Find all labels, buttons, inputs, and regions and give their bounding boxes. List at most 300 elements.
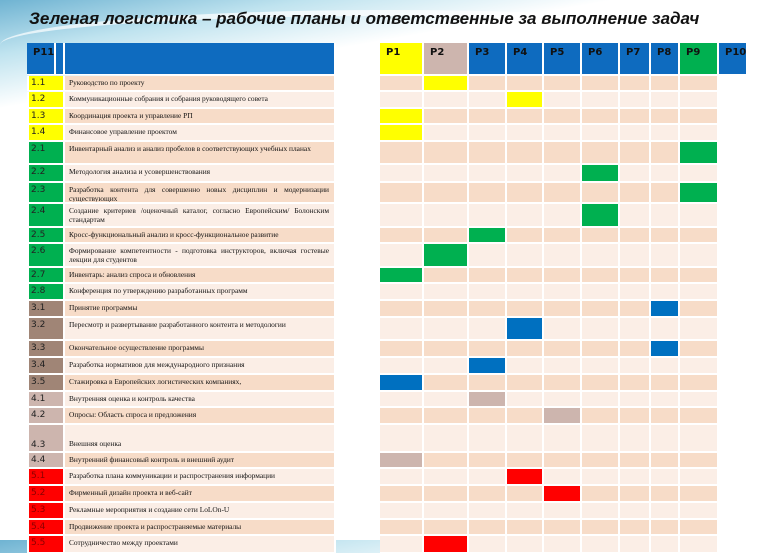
partner-header-p4: P4: [507, 43, 544, 75]
cell-p10: [719, 204, 721, 227]
cell-p10: [719, 503, 721, 519]
cell-p8: [651, 408, 680, 424]
table-row: [27, 204, 760, 227]
cell-p3: [469, 92, 507, 108]
cell-p10: [719, 142, 721, 164]
cell-p1: [380, 92, 424, 108]
task-number: 1.3: [27, 109, 65, 124]
responsible-p4: [507, 92, 544, 108]
table-row: [27, 425, 760, 452]
cell-p11: [27, 76, 29, 91]
cell-p5: [544, 469, 582, 485]
task-number: 4.2: [27, 408, 65, 424]
cell-p4: [507, 244, 544, 267]
cell-p11: [27, 318, 29, 340]
cell-p2: [424, 142, 469, 164]
task-number: 4.4: [27, 453, 65, 468]
cell-p4: [507, 183, 544, 203]
cell-p4: [507, 341, 544, 357]
cell-p3: [469, 301, 507, 317]
cell-p8: [651, 268, 680, 283]
cell-p7: [620, 76, 651, 91]
cell-p7: [620, 408, 651, 424]
task-description: Стажировка в Европейских логистических компаниях,: [65, 375, 336, 391]
cell-p5: [544, 503, 582, 519]
table-row: [27, 520, 760, 535]
cell-p9: [680, 425, 719, 452]
cell-p5: [544, 318, 582, 340]
cell-p11: [27, 375, 29, 391]
responsible-p4: [507, 469, 544, 485]
cell-p10: [719, 92, 721, 108]
table-row: [27, 76, 760, 91]
cell-p4: [507, 301, 544, 317]
task-number: 5.5: [27, 536, 65, 553]
responsible-p8: [651, 301, 680, 317]
task-description: Конференция по утверждению разработанных программ: [65, 284, 336, 300]
cell-p6: [582, 503, 620, 519]
cell-p1: [380, 341, 424, 357]
task-description: Фирменный дизайн проекта и веб-сайт: [65, 486, 336, 502]
task-description: Внутренняя оценка и контроль качества: [65, 392, 336, 407]
partner-header-p9: P9: [680, 43, 719, 75]
cell-p7: [620, 486, 651, 502]
cell-p9: [680, 76, 719, 91]
cell-p7: [620, 92, 651, 108]
cell-p7: [620, 520, 651, 535]
task-number: 4.1: [27, 392, 65, 407]
cell-p4: [507, 520, 544, 535]
cell-p9: [680, 268, 719, 283]
task-number: 5.4: [27, 520, 65, 535]
partner-header-p5: P5: [544, 43, 582, 75]
responsible-p3: [469, 358, 507, 374]
cell-p6: [582, 109, 620, 124]
cell-p10: [719, 375, 721, 391]
cell-p10: [719, 125, 721, 141]
cell-p4: [507, 165, 544, 182]
cell-p7: [620, 453, 651, 468]
task-description: Разработка плана коммуникации и распространения информации: [65, 469, 336, 485]
partner-header-p6: P6: [582, 43, 620, 75]
task-number: 5.1: [27, 469, 65, 485]
page-title: Зеленая логистика – рабочие планы и ответственные за выполнение задач: [29, 9, 700, 28]
task-number: 1.1: [27, 76, 65, 91]
cell-p2: [424, 425, 469, 452]
cell-p3: [469, 284, 507, 300]
cell-p1: [380, 520, 424, 535]
cell-p8: [651, 486, 680, 502]
cell-p4: [507, 392, 544, 407]
cell-p2: [424, 375, 469, 391]
cell-p11: [27, 408, 29, 424]
cell-p2: [424, 358, 469, 374]
cell-p8: [651, 183, 680, 203]
cell-p1: [380, 469, 424, 485]
cell-p10: [719, 109, 721, 124]
cell-p5: [544, 76, 582, 91]
table-row: [27, 375, 760, 391]
cell-p3: [469, 453, 507, 468]
cell-p8: [651, 284, 680, 300]
partner-header-p10: P10: [719, 43, 748, 75]
responsible-p2: [424, 536, 469, 553]
cell-p1: [380, 318, 424, 340]
cell-p3: [469, 408, 507, 424]
cell-p7: [620, 125, 651, 141]
partner-header-p7: P7: [620, 43, 651, 75]
table-row: [27, 268, 760, 283]
task-number: 3.5: [27, 375, 65, 391]
task-description: Рекламные мероприятия и создание сети LoLOn-U: [65, 503, 336, 519]
cell-p9: [680, 228, 719, 243]
cell-p3: [469, 142, 507, 164]
cell-p2: [424, 125, 469, 141]
cell-p7: [620, 503, 651, 519]
task-number: 2.4: [27, 204, 65, 227]
table-row: [27, 301, 760, 317]
task-number: 2.8: [27, 284, 65, 300]
cell-p1: [380, 244, 424, 267]
cell-p3: [469, 109, 507, 124]
cell-p8: [651, 425, 680, 452]
cell-p7: [620, 284, 651, 300]
cell-p11: [27, 301, 29, 317]
cell-p7: [620, 183, 651, 203]
cell-p5: [544, 125, 582, 141]
responsible-p9: [680, 142, 719, 164]
cell-p11: [27, 204, 29, 227]
task-description: Разработка нормативов для международного признания: [65, 358, 336, 374]
partner-header-p2: P2: [424, 43, 469, 75]
cell-p2: [424, 469, 469, 485]
responsible-p9: [680, 183, 719, 203]
cell-p7: [620, 392, 651, 407]
responsible-p8: [651, 341, 680, 357]
partner-header-p1: P1: [380, 43, 424, 75]
cell-p8: [651, 469, 680, 485]
task-number: 2.5: [27, 228, 65, 243]
cell-p7: [620, 244, 651, 267]
table-row: [27, 486, 760, 502]
cell-p7: [620, 268, 651, 283]
responsible-p1: [380, 109, 424, 124]
responsible-p3: [469, 228, 507, 243]
task-description: Коммуникационные собрания и собрания руководящего совета: [65, 92, 336, 108]
cell-p9: [680, 284, 719, 300]
task-number: 3.1: [27, 301, 65, 317]
cell-p5: [544, 536, 582, 553]
cell-p3: [469, 375, 507, 391]
task-description: Внешняя оценка: [65, 425, 336, 452]
task-number: 1.2: [27, 92, 65, 108]
cell-p2: [424, 183, 469, 203]
cell-p10: [719, 425, 721, 452]
cell-p9: [680, 109, 719, 124]
cell-p10: [719, 520, 721, 535]
task-description: Методология анализа и усовершенствования: [65, 165, 336, 182]
cell-p6: [582, 301, 620, 317]
cell-p6: [582, 284, 620, 300]
cell-p9: [680, 358, 719, 374]
cell-p3: [469, 536, 507, 553]
task-number: 5.3: [27, 503, 65, 519]
cell-p11: [27, 486, 29, 502]
cell-p1: [380, 486, 424, 502]
cell-p5: [544, 244, 582, 267]
task-number: 2.3: [27, 183, 65, 203]
task-description: Сотрудничество между проектами: [65, 536, 336, 553]
cell-p2: [424, 318, 469, 340]
cell-p1: [380, 392, 424, 407]
cell-p5: [544, 520, 582, 535]
cell-p10: [719, 301, 721, 317]
task-description: Инвентарный анализ и анализ пробелов в соответствующих учебных планах: [65, 142, 336, 164]
cell-p7: [620, 318, 651, 340]
cell-p10: [719, 341, 721, 357]
task-description: Опросы: Область спроса и предложения: [65, 408, 336, 424]
cell-p7: [620, 425, 651, 452]
task-description: Пересмотр и развертывание разработанного контента и методологии: [65, 318, 336, 340]
task-description: Окончательное осуществление программы: [65, 341, 336, 357]
cell-p2: [424, 408, 469, 424]
table-row: [27, 165, 760, 182]
table-row: [27, 358, 760, 374]
cell-p11: [27, 142, 29, 164]
cell-p3: [469, 244, 507, 267]
cell-p7: [620, 165, 651, 182]
responsible-p10: [719, 284, 721, 300]
cell-p1: [380, 358, 424, 374]
table-row: [27, 341, 760, 357]
cell-p11: [27, 125, 29, 141]
cell-p9: [680, 204, 719, 227]
cell-p10: [719, 228, 721, 243]
cell-p9: [680, 469, 719, 485]
cell-p10: [719, 469, 721, 485]
cell-p5: [544, 183, 582, 203]
cell-p8: [651, 142, 680, 164]
cell-p3: [469, 425, 507, 452]
table-row: [27, 125, 760, 141]
cell-p6: [582, 92, 620, 108]
table-row: [27, 109, 760, 124]
task-number: 3.2: [27, 318, 65, 340]
cell-p8: [651, 244, 680, 267]
cell-p4: [507, 268, 544, 283]
cell-p5: [544, 228, 582, 243]
cell-p4: [507, 284, 544, 300]
cell-p5: [544, 268, 582, 283]
cell-p10: [719, 453, 721, 468]
cell-p9: [680, 536, 719, 553]
cell-p11: [27, 109, 29, 124]
cell-p9: [680, 165, 719, 182]
task-description: Создание критериев /оценочный каталог, согласно Европейским/ Болонским стандартам: [65, 204, 336, 227]
responsible-p3: [469, 392, 507, 407]
cell-p7: [620, 375, 651, 391]
cell-p2: [424, 204, 469, 227]
cell-p9: [680, 92, 719, 108]
cell-p7: [620, 341, 651, 357]
task-number: 2.7: [27, 268, 65, 283]
cell-p5: [544, 453, 582, 468]
cell-p10: [719, 165, 721, 182]
cell-p9: [680, 503, 719, 519]
cell-p5: [544, 375, 582, 391]
task-number: 2.2: [27, 165, 65, 182]
cell-p7: [620, 109, 651, 124]
cell-p2: [424, 486, 469, 502]
cell-p11: [27, 244, 29, 267]
cell-p8: [651, 92, 680, 108]
cell-p11: [27, 358, 29, 374]
partner-header-p3: P3: [469, 43, 507, 75]
cell-p4: [507, 408, 544, 424]
cell-p1: [380, 408, 424, 424]
cell-p6: [582, 142, 620, 164]
cell-p5: [544, 92, 582, 108]
cell-p3: [469, 469, 507, 485]
cell-p1: [380, 503, 424, 519]
cell-p5: [544, 109, 582, 124]
cell-p4: [507, 228, 544, 243]
cell-p5: [544, 165, 582, 182]
task-number: 2.1: [27, 142, 65, 164]
cell-p10: [719, 408, 721, 424]
cell-p6: [582, 486, 620, 502]
cell-p6: [582, 469, 620, 485]
cell-p11: [27, 341, 29, 357]
cell-p4: [507, 142, 544, 164]
responsible-p6: [582, 204, 620, 227]
cell-p5: [544, 425, 582, 452]
task-description: Координация проекта и управление РП: [65, 109, 336, 124]
cell-p8: [651, 76, 680, 91]
cell-p7: [620, 228, 651, 243]
cell-p7: [620, 204, 651, 227]
table-row: [27, 453, 760, 468]
cell-p6: [582, 183, 620, 203]
cell-p4: [507, 125, 544, 141]
cell-p4: [507, 76, 544, 91]
cell-p2: [424, 109, 469, 124]
cell-p2: [424, 165, 469, 182]
cell-p6: [582, 392, 620, 407]
cell-p9: [680, 408, 719, 424]
responsible-p6: [582, 165, 620, 182]
cell-p2: [424, 228, 469, 243]
cell-p2: [424, 520, 469, 535]
table-row: [27, 408, 760, 424]
cell-p3: [469, 125, 507, 141]
cell-p2: [424, 268, 469, 283]
responsible-p11: [27, 425, 29, 452]
cell-p1: [380, 228, 424, 243]
task-description: Инвентарь: анализ спроса и обновления: [65, 268, 336, 283]
cell-p11: [27, 183, 29, 203]
cell-p6: [582, 408, 620, 424]
task-description: Разработка контента для совершенно новых дисциплин и модернизации существующих: [65, 183, 336, 203]
cell-p6: [582, 358, 620, 374]
cell-p11: [27, 228, 29, 243]
cell-p5: [544, 341, 582, 357]
cell-p11: [27, 392, 29, 407]
cell-p2: [424, 503, 469, 519]
table-row: [27, 244, 760, 267]
header-row: [27, 43, 760, 75]
cell-p7: [620, 536, 651, 553]
responsible-p5: [544, 408, 582, 424]
table-row: [27, 183, 760, 203]
cell-p3: [469, 165, 507, 182]
cell-p3: [469, 183, 507, 203]
cell-p9: [680, 375, 719, 391]
cell-p8: [651, 228, 680, 243]
cell-p2: [424, 301, 469, 317]
table-row: [27, 503, 760, 519]
cell-p1: [380, 76, 424, 91]
cell-p6: [582, 244, 620, 267]
cell-p2: [424, 453, 469, 468]
task-number: 1.4: [27, 125, 65, 141]
cell-p6: [582, 425, 620, 452]
cell-p1: [380, 284, 424, 300]
cell-p6: [582, 76, 620, 91]
cell-p8: [651, 318, 680, 340]
responsible-p5: [544, 486, 582, 502]
cell-p7: [620, 469, 651, 485]
cell-p9: [680, 453, 719, 468]
cell-p10: [719, 536, 721, 553]
responsible-p2: [424, 244, 469, 267]
table-row: [27, 318, 760, 340]
cell-p4: [507, 536, 544, 553]
cell-p6: [582, 228, 620, 243]
cell-p10: [719, 244, 721, 267]
cell-p10: [719, 392, 721, 407]
cell-p8: [651, 375, 680, 391]
cell-p10: [719, 268, 721, 283]
cell-p11: [27, 503, 29, 519]
cell-p1: [380, 183, 424, 203]
responsible-p1: [380, 453, 424, 468]
cell-p5: [544, 358, 582, 374]
cell-p10: [719, 183, 721, 203]
cell-p3: [469, 486, 507, 502]
cell-p6: [582, 520, 620, 535]
responsible-p2: [424, 76, 469, 91]
cell-p6: [582, 318, 620, 340]
cell-p4: [507, 204, 544, 227]
cell-p8: [651, 536, 680, 553]
cell-p8: [651, 125, 680, 141]
cell-p4: [507, 486, 544, 502]
cell-p3: [469, 268, 507, 283]
cell-p7: [620, 358, 651, 374]
cell-p6: [582, 375, 620, 391]
cell-p9: [680, 125, 719, 141]
cell-p1: [380, 536, 424, 553]
cell-p2: [424, 392, 469, 407]
cell-p8: [651, 358, 680, 374]
cell-p11: [27, 520, 29, 535]
responsible-p4: [507, 318, 544, 340]
cell-p10: [719, 76, 721, 91]
cell-p7: [620, 301, 651, 317]
cell-p3: [469, 204, 507, 227]
cell-p8: [651, 109, 680, 124]
